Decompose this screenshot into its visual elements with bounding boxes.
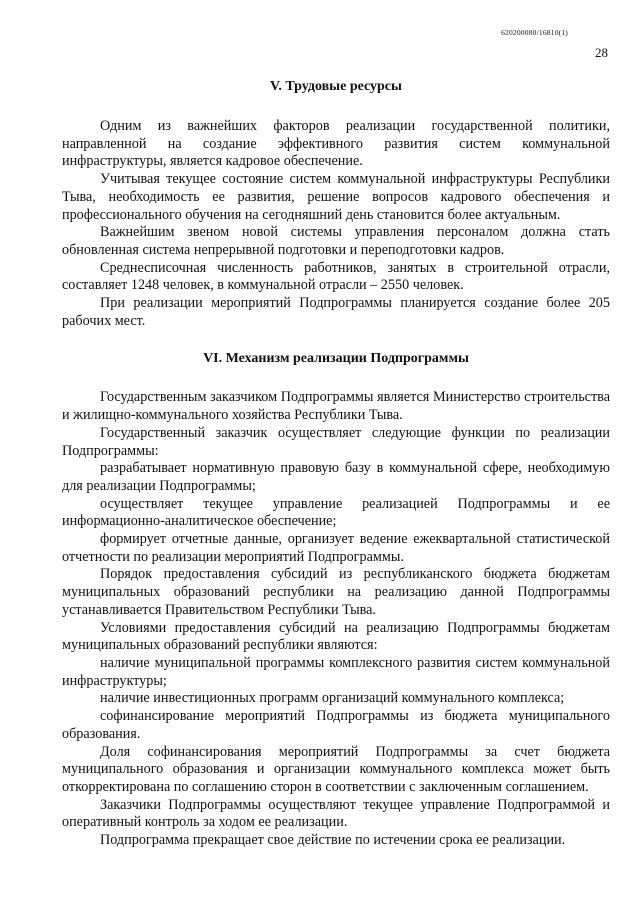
section-vi-paragraph: Подпрограмма прекращает свое действие по истечении срока ее реализации. [100,832,566,849]
section-vi-paragraph: Доля софинансирования мероприятий Подпрограммы за счет бюджета муниципального образования и организации коммунального комплекса может быть откорректирована по соглашению сторон в соответствии с заключенным соглашением. [62,743,610,795]
section-vi-paragraph: Условиями предоставления субсидий на реализацию Подпрограммы бюджетам муниципальных образований республики являются: [62,619,610,654]
section-vi-paragraph: Порядок предоставления субсидий из республиканского бюджета бюджетам муниципальных образований республики на реализацию данной Подпрограммы устанавливается Правительством Республики Тыва. [62,566,610,618]
section-vi-paragraph: формирует отчетные данные, организует ведение ежеквартальной статистической отчетности по реализации мероприятий Подпрограммы. [62,531,610,565]
section-vi-paragraph: наличие муниципальной программы комплексного развития систем коммунальной инфраструктуры; [62,654,610,689]
section-v-paragraph: Среднесписочная численность работников, занятых в строительной отрасли, составляет 1248 человек, в коммунальной отрасли – 2550 человек. [62,259,610,294]
section-v-title: V. Трудовые ресурсы [270,79,402,94]
section-vi-paragraph: Государственный заказчик осуществляет следующие функции по реализации Подпрограммы: [62,424,610,459]
section-vi-paragraph: наличие инвестиционных программ организаций коммунального комплекса; [100,690,565,707]
document-body [62,78,610,850]
section-vi-paragraph: разрабатывает нормативную правовую базу в коммунальной сфере, необходимую для реализации Подпрограммы; [62,460,610,494]
section-v-paragraph: При реализации мероприятий Подпрограммы планируется создание более 205 рабочих мест. [62,295,610,329]
section-v-paragraph: Одним из важнейших факторов реализации государственной политики, направленной на создание эффективного развития систем коммунальной инфраструктуры, является кадровое обеспечение. [62,118,610,170]
document-code: 620200080/16810(1) [501,28,568,37]
section-v-paragraph: Важнейшим звеном новой системы управления персоналом должна стать обновленная система непрерывной подготовки и переподготовки кадров. [62,224,610,258]
section-vi-paragraph: софинансирование мероприятий Подпрограммы из бюджета муниципального образования. [62,708,610,742]
section-vi-title: VI. Механизм реализации Подпрограммы [203,351,469,367]
section-vi-paragraph: Государственным заказчиком Подпрограммы является Министерство строительства и жилищно-коммунального хозяйства Республики Тыва. [62,389,610,424]
section-vi-paragraph: Заказчики Подпрограммы осуществляют текущее управление Подпрограммой и оперативный контроль за ходом ее реализации. [62,796,610,831]
section-v-paragraph: Учитывая текущее состояние систем коммунальной инфраструктуры Республики Тыва, необходимость ее развития, решение вопросов кадрового обеспечения и профессионального обучения на сегодняшний день становится более актуальным. [62,171,610,223]
page-number: 28 [595,45,608,60]
section-vi-paragraph: осуществляет текущее управление реализацией Подпрограммы и ее информационно-аналитическое обеспечение; [62,495,610,530]
